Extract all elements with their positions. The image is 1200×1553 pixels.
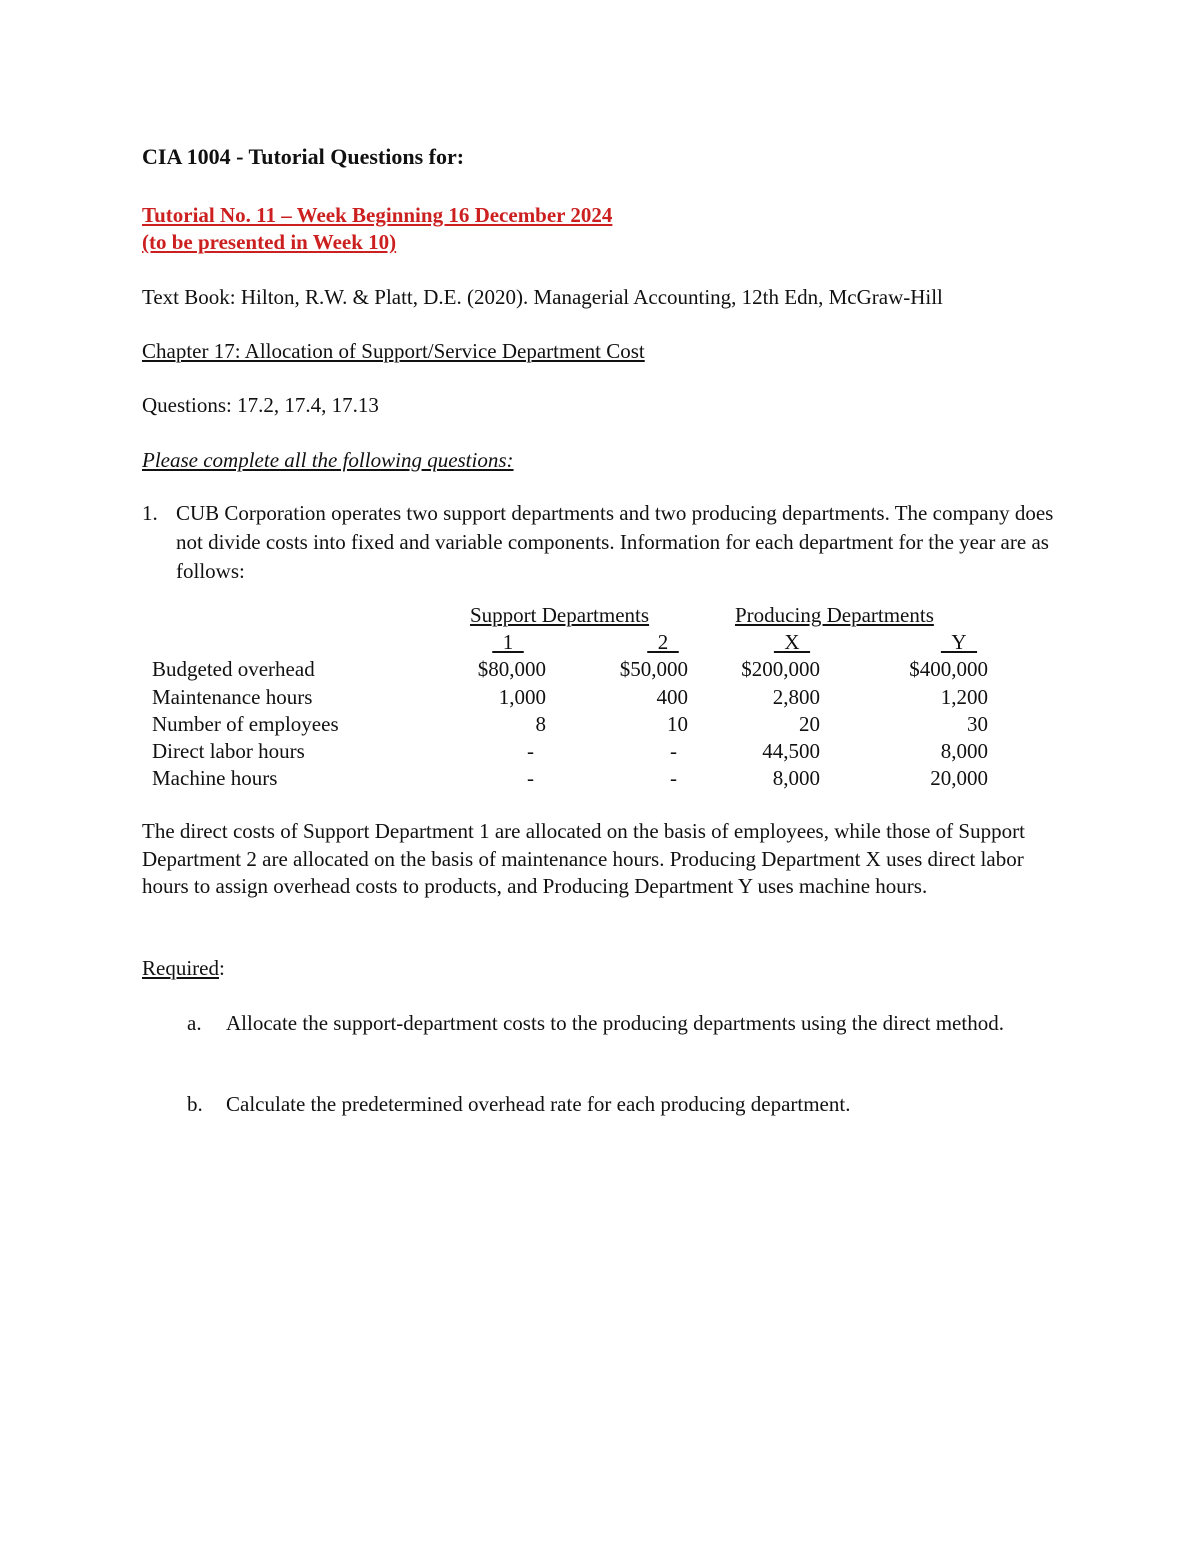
chapter-heading: Chapter 17: Allocation of Support/Service Department Cost <box>142 339 645 363</box>
tutorial-line: Tutorial No. 11 – Week Beginning 16 December 2024 <box>142 203 613 227</box>
part-letter-a: a. <box>187 1011 202 1035</box>
table-cell: 400 <box>656 685 688 709</box>
required-label: Required <box>142 956 219 980</box>
table-cell: 20 <box>799 712 820 736</box>
question-text: CUB Corporation operates two support departments and two producing departments. The company does not divide costs into fixed and variable components. Information for each department for the year are as follows: <box>176 501 1054 583</box>
table-row-label: Maintenance hours <box>152 685 313 709</box>
allocation-paragraph: The direct costs of Support Department 1 are allocated on the basis of employees, while those of Support Department 2 are allocated on the basis of maintenance hours. Producing Department X uses direct labor hours to assign overhead costs to products, and Producing Department Y uses machine hours. <box>142 819 1025 898</box>
part-text-a: Allocate the support-department costs to the producing departments using the direct method. <box>226 1011 1004 1035</box>
required-colon: : <box>218 956 225 980</box>
questions-list: Questions: 17.2, 17.4, 17.13 <box>142 393 379 417</box>
column-header-2: 2 <box>647 630 679 654</box>
table-cell: $200,000 <box>741 657 820 681</box>
document-title: CIA 1004 - Tutorial Questions for: <box>142 144 465 169</box>
column-header-1: 1 <box>492 630 524 654</box>
part-letter-b: b. <box>187 1092 203 1116</box>
table-row-label: Budgeted overhead <box>152 657 315 681</box>
presented-line: (to be presented in Week 10) <box>142 230 397 254</box>
support-departments-heading: Support Departments <box>470 603 650 627</box>
column-header-x: X <box>773 630 811 654</box>
table-cell: 8,000 <box>772 766 820 790</box>
table-cell: - <box>527 766 534 790</box>
required-heading <box>142 954 225 982</box>
table-cell: 44,500 <box>762 739 820 763</box>
table-cell: 8 <box>535 712 546 736</box>
textbook-reference: Text Book: Hilton, R.W. & Platt, D.E. (2020). Managerial Accounting, 12th Edn, McGraw-Hill <box>142 285 943 309</box>
table-cell: - <box>670 766 677 790</box>
table-row-label: Machine hours <box>152 766 278 790</box>
table-cell: $80,000 <box>477 657 546 681</box>
producing-departments-heading: Producing Departments <box>735 603 934 627</box>
table-cell: 1,200 <box>940 685 988 709</box>
table-cell: 10 <box>667 712 688 736</box>
column-header-y: Y <box>940 630 978 654</box>
instruction: Please complete all the following questions: <box>142 448 514 472</box>
table-row-label: Direct labor hours <box>152 739 305 763</box>
table-cell: 8,000 <box>940 739 988 763</box>
table-row-label: Number of employees <box>152 712 339 736</box>
question-number: 1. <box>142 501 158 525</box>
table-cell: 1,000 <box>498 685 546 709</box>
table-cell: 30 <box>967 712 988 736</box>
part-text-b: Calculate the predetermined overhead rate for each producing department. <box>226 1092 851 1116</box>
table-cell: $400,000 <box>909 657 988 681</box>
table-cell: - <box>670 739 677 763</box>
table-cell: 20,000 <box>930 766 988 790</box>
table-cell: - <box>527 739 534 763</box>
table-cell: $50,000 <box>619 657 688 681</box>
table-cell: 2,800 <box>772 685 820 709</box>
